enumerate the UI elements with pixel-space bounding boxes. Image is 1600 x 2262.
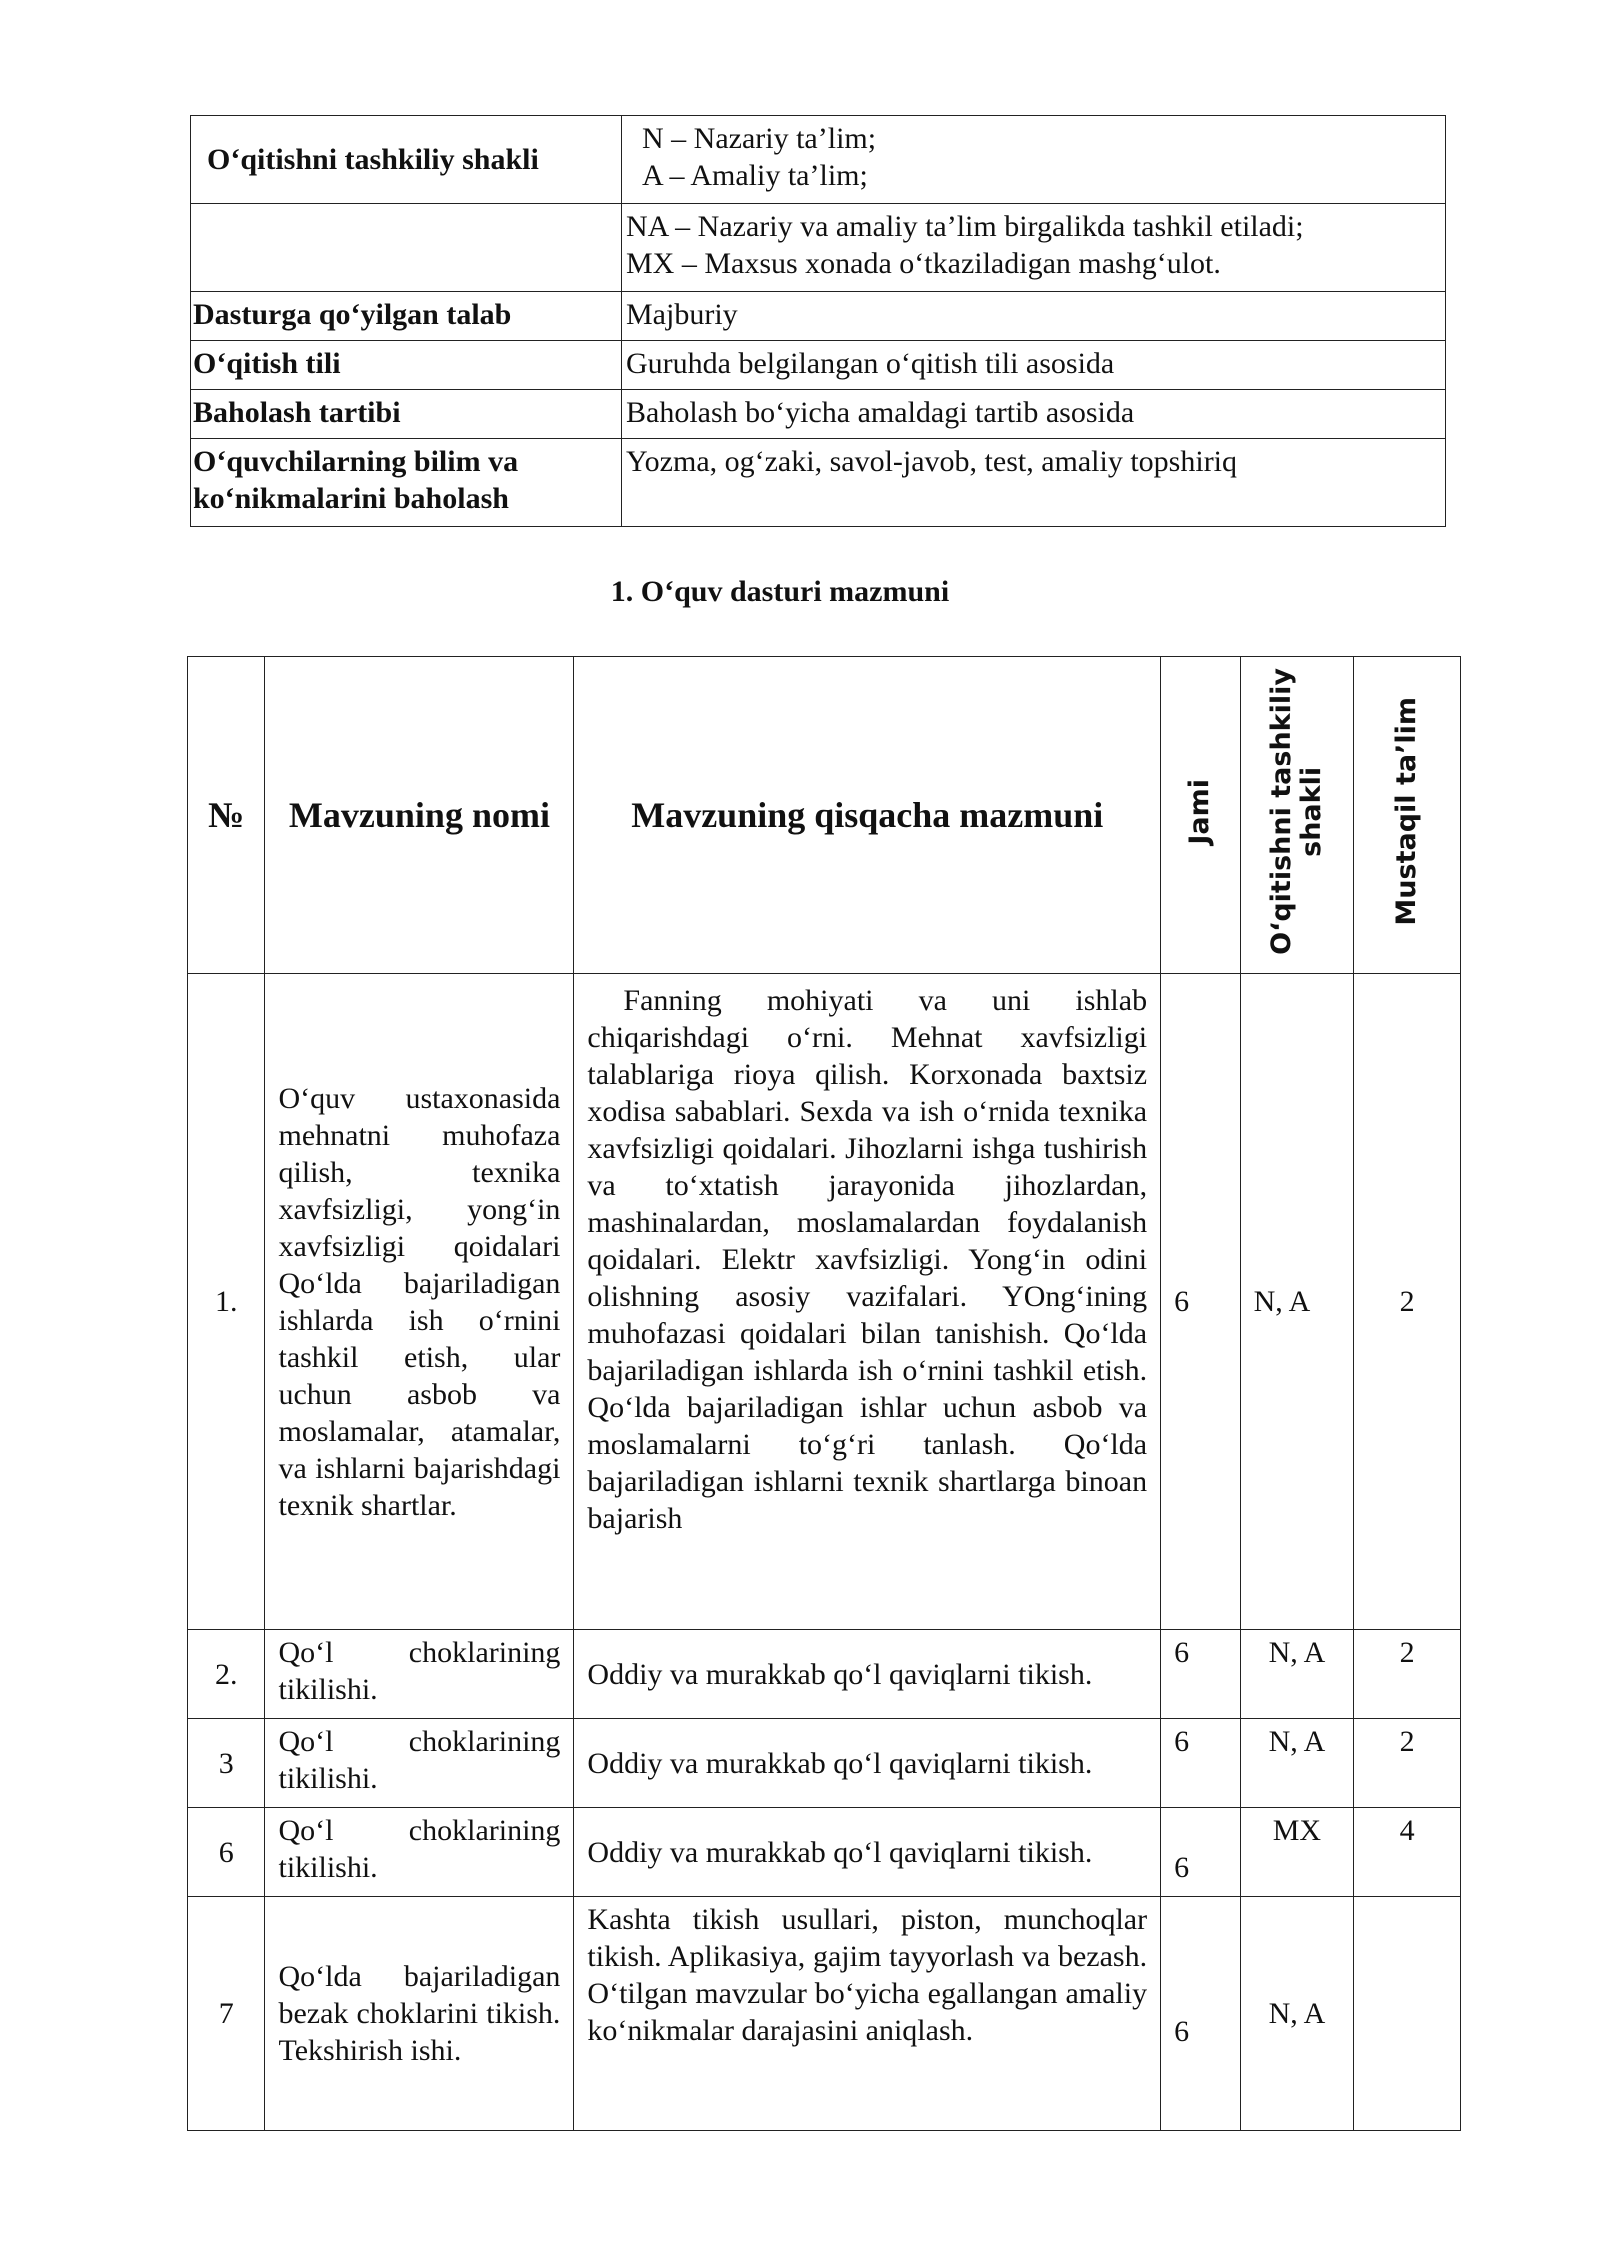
row-topic-name: Qo‘lda bajariladigan bezak choklarini tikish. Tekshirish ishi. xyxy=(265,1897,574,2131)
row-total: 6 xyxy=(1161,974,1240,1630)
row-topic-summary: Oddiy va murakkab qo‘l qaviqlarni tikish. xyxy=(574,1630,1161,1719)
row-topic-summary: Oddiy va murakkab qo‘l qaviqlarni tikish. xyxy=(574,1808,1161,1897)
info-key: O‘qitishni tashkiliy shakli xyxy=(191,116,622,204)
row-number: 1. xyxy=(188,974,265,1630)
row-self-study: 4 xyxy=(1354,1808,1461,1897)
info-value-line: N – Nazariy ta’lim; xyxy=(642,122,877,155)
info-value-line: A – Amaliy ta’lim; xyxy=(642,159,868,192)
row-topic-summary: Oddiy va murakkab qo‘l qaviqlarni tikish. xyxy=(574,1719,1161,1808)
section-title: 1. O‘quv dasturi mazmuni xyxy=(610,575,950,608)
header-total xyxy=(1161,657,1240,974)
table-row xyxy=(188,1897,1461,2131)
row-total: 6 xyxy=(1161,1719,1240,1808)
row-form: N, A xyxy=(1240,974,1354,1630)
row-topic-name: Qo‘l choklarining tikilishi. xyxy=(265,1630,574,1719)
info-key: Dasturga qo‘yilgan talab xyxy=(191,292,622,341)
row-topic-name: Qo‘l choklarining tikilishi. xyxy=(265,1719,574,1808)
info-key: O‘qitish tili xyxy=(191,341,622,390)
row-total: 6 xyxy=(1161,1630,1240,1719)
table-row xyxy=(188,974,1461,1630)
info-value-line: MX – Maxsus xonada o‘tkaziladigan mashg‘ulot. xyxy=(626,247,1221,280)
row-number: 7 xyxy=(188,1897,265,2131)
info-key: O‘quvchilarning bilim va ko‘nikmalarini baholash xyxy=(191,439,622,527)
info-table xyxy=(190,115,1446,527)
info-value xyxy=(622,204,1446,292)
row-topic-name: Qo‘l choklarining tikilishi. xyxy=(265,1808,574,1897)
info-key: Baholash tartibi xyxy=(191,390,622,439)
table-row xyxy=(188,1719,1461,1808)
row-form: MX xyxy=(1240,1808,1354,1897)
info-value: Guruhda belgilangan o‘qitish tili asosida xyxy=(622,341,1446,390)
table-row xyxy=(188,1630,1461,1719)
info-row xyxy=(191,390,1446,439)
info-key xyxy=(191,204,622,292)
info-row xyxy=(191,439,1446,527)
header-form-label: O‘qitishni tashkiliy shakli xyxy=(1265,668,1327,955)
info-value: Majburiy xyxy=(622,292,1446,341)
row-form: N, A xyxy=(1240,1630,1354,1719)
info-value-line: NA – Nazariy va amaliy ta’lim birgalikda tashkil etiladi; xyxy=(626,210,1304,243)
info-row xyxy=(191,204,1446,292)
info-row xyxy=(191,341,1446,390)
row-number: 2. xyxy=(188,1630,265,1719)
header-self-study-label: Mustaqil ta’lim xyxy=(1391,697,1423,926)
row-form: N, A xyxy=(1240,1719,1354,1808)
row-self-study: 2 xyxy=(1354,974,1461,1630)
row-topic-name: O‘quv ustaxonasida mehnatni muhofaza qilish, texnika xavfsizligi, yong‘in xavfsizligi qoidalari Qo‘lda bajariladigan ishlarda ish o‘rnini tashkil etish, ular uchun asbob va moslamalar, atamalar, va ishlarni bajarishdagi texnik shartlar. xyxy=(265,974,574,1630)
header-topic-name: Mavzuning nomi xyxy=(265,657,574,974)
header-row xyxy=(188,657,1461,974)
row-form: N, A xyxy=(1240,1897,1354,2131)
row-self-study: 2 xyxy=(1354,1630,1461,1719)
row-total: 6 xyxy=(1161,1897,1240,2131)
header-form xyxy=(1240,657,1354,974)
row-self-study xyxy=(1354,1897,1461,2131)
row-total: 6 xyxy=(1161,1808,1240,1897)
table-row xyxy=(188,1808,1461,1897)
header-self-study xyxy=(1354,657,1461,974)
header-topic-summary: Mavzuning qisqacha mazmuni xyxy=(574,657,1161,974)
row-number: 6 xyxy=(188,1808,265,1897)
info-row xyxy=(191,116,1446,204)
info-value xyxy=(622,116,1446,204)
row-self-study: 2 xyxy=(1354,1719,1461,1808)
curriculum-table xyxy=(187,656,1461,2131)
row-topic-summary: Fanning mohiyati va uni ishlab chiqarishdagi o‘rni. Mehnat xavfsizligi talablariga rioya qilish. Korxonada baxtsiz xodisa sabablari. Sexda va ish o‘rnida texnika xavfsizligi qoidalari. Jihozlarni ishga tushirish va to‘xtatish jarayonida jihozlardan, mashinalardan, moslamalardan foydalanish qoidalari. Elektr xavfsizligi. Yong‘in odini olishning asosiy vazifalari. YOng‘ining muhofazasi qoidalari bilan tanishish. Qo‘lda bajariladigan ishlarda ish o‘rnini tashkil etish. Qo‘lda bajariladigan ishlar uchun asbob va moslamalarni to‘g‘ri tanlash. Qo‘lda bajariladigan ishlarni texnik shartlarga binoan bajarish xyxy=(574,974,1161,1630)
header-total-label: Jami xyxy=(1184,778,1216,845)
info-value: Yozma, og‘zaki, savol-javob, test, amaliy topshiriq xyxy=(622,439,1446,527)
header-number: № xyxy=(188,657,265,974)
info-value: Baholash bo‘yicha amaldagi tartib asosida xyxy=(622,390,1446,439)
row-number: 3 xyxy=(188,1719,265,1808)
row-topic-summary: Kashta tikish usullari, piston, munchoqlar tikish. Aplikasiya, gajim tayyorlash va bezash. O‘tilgan mavzular bo‘yicha egallangan amaliy ko‘nikmalar darajasini aniqlash. xyxy=(574,1897,1161,2131)
info-row xyxy=(191,292,1446,341)
